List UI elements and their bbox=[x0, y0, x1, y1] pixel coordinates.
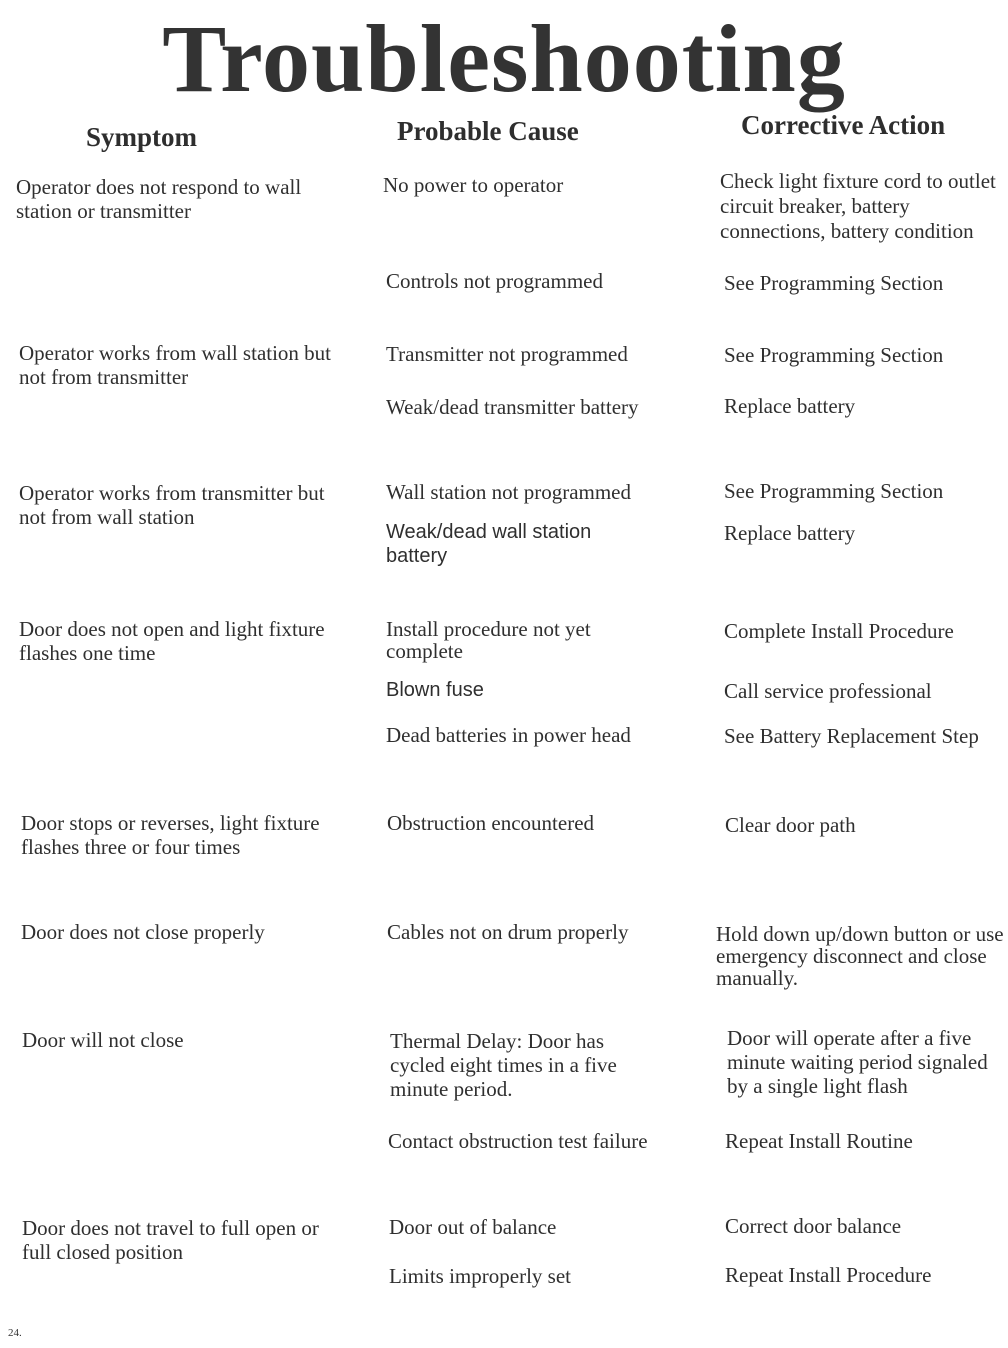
symptom-cell: Door stops or reverses, light fixture flashes three or four times bbox=[21, 811, 320, 859]
symptom-cell: Operator works from transmitter but not from wall station bbox=[19, 481, 325, 529]
action-cell: Door will operate after a five minute waiting period signaled by a single light flash bbox=[727, 1026, 988, 1098]
cause-cell: Wall station not programmed bbox=[386, 480, 632, 504]
action-cell: Correct door balance bbox=[725, 1214, 902, 1238]
action-cell: See Battery Replacement Step bbox=[724, 724, 979, 748]
action-cell: Clear door path bbox=[725, 813, 856, 837]
symptom-cell: Door will not close bbox=[22, 1028, 184, 1052]
action-cell: Repeat Install Routine bbox=[725, 1129, 913, 1153]
cause-cell: Limits improperly set bbox=[389, 1264, 571, 1288]
probable-cause-header: Probable Cause bbox=[397, 116, 579, 146]
cause-cell: Blown fuse bbox=[386, 679, 484, 701]
action-cell: Repeat Install Procedure bbox=[725, 1263, 932, 1287]
cause-cell: Obstruction encountered bbox=[387, 811, 595, 835]
corrective-action-header: Corrective Action bbox=[741, 110, 946, 140]
symptom-cell: Operator does not respond to wall station or transmitter bbox=[16, 175, 302, 223]
action-cell: See Programming Section bbox=[724, 479, 944, 503]
symptom-cell: Door does not open and light fixture flashes one time bbox=[19, 617, 325, 665]
symptom-cell: Operator works from wall station but not from transmitter bbox=[19, 341, 332, 389]
symptom-cell: Door does not travel to full open or full closed position bbox=[22, 1216, 319, 1264]
cause-cell: Install procedure not yet complete bbox=[386, 617, 591, 663]
action-cell: Replace battery bbox=[724, 394, 856, 418]
action-cell: Check light fixture cord to outlet circuit breaker, battery connections, battery condition bbox=[720, 169, 996, 243]
cause-cell: Cables not on drum properly bbox=[387, 920, 629, 944]
cause-cell: Contact obstruction test failure bbox=[388, 1129, 648, 1153]
cause-cell: Thermal Delay: Door has cycled eight times in a five minute period. bbox=[390, 1029, 617, 1101]
action-cell: See Programming Section bbox=[724, 343, 944, 367]
action-cell: Complete Install Procedure bbox=[724, 619, 954, 643]
cause-cell: Transmitter not programmed bbox=[386, 342, 628, 366]
cause-cell: Door out of balance bbox=[389, 1215, 557, 1239]
action-cell: See Programming Section bbox=[724, 271, 944, 295]
cause-cell: Weak/dead wall station battery bbox=[386, 521, 592, 567]
cause-cell: Dead batteries in power head bbox=[386, 723, 631, 747]
action-cell: Replace battery bbox=[724, 521, 856, 545]
cause-cell: Controls not programmed bbox=[386, 269, 603, 293]
page-title: Troubleshooting bbox=[162, 5, 846, 112]
cause-cell: No power to operator bbox=[383, 173, 564, 197]
symptom-cell: Door does not close properly bbox=[21, 920, 265, 944]
page-number: 24. bbox=[8, 1327, 22, 1339]
symptom-header: Symptom bbox=[86, 122, 198, 152]
action-cell: Hold down up/down button or use emergency disconnect and close manually. bbox=[716, 922, 1004, 990]
action-cell: Call service professional bbox=[724, 679, 932, 703]
cause-cell: Weak/dead transmitter battery bbox=[386, 395, 639, 419]
